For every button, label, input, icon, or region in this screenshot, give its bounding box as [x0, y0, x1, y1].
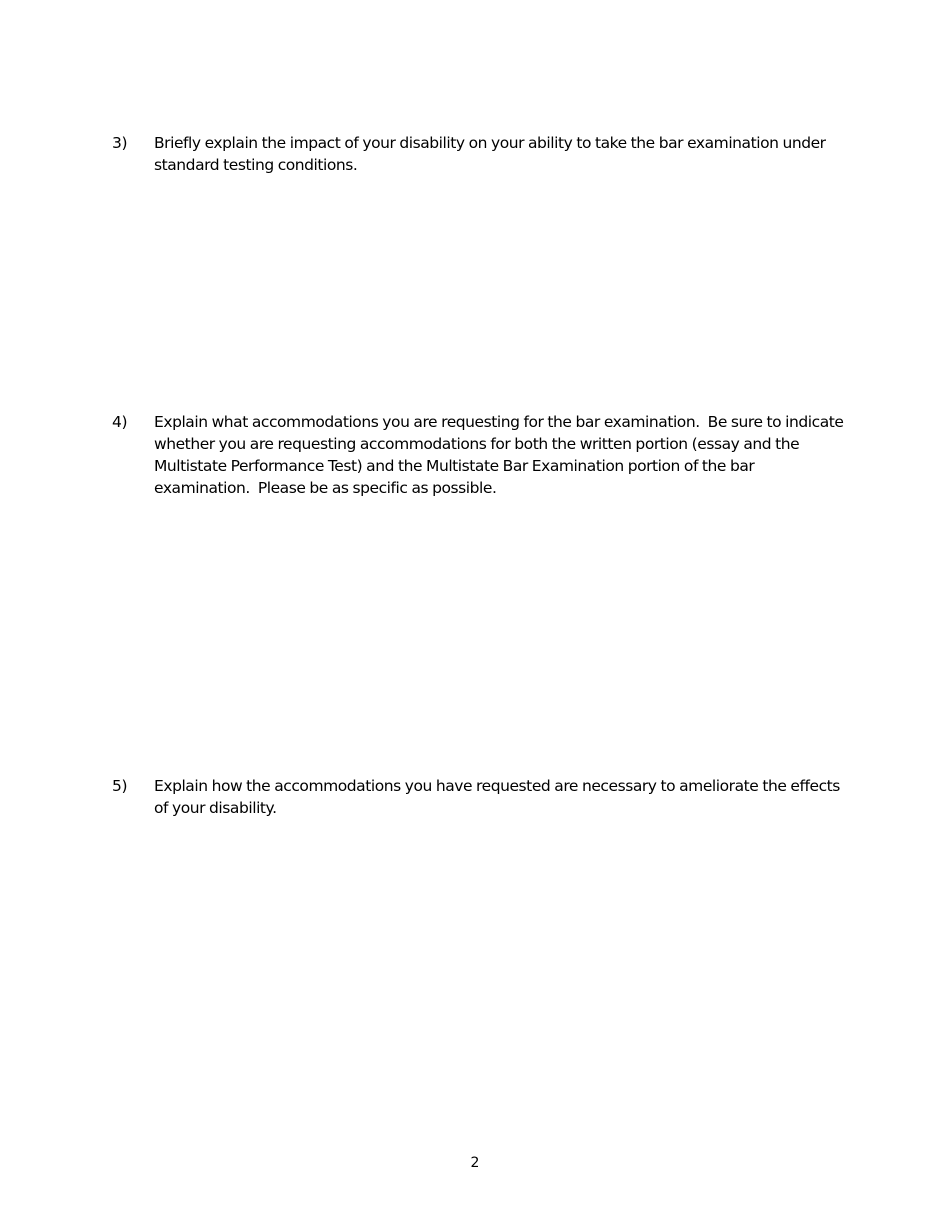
question-number: 3): [112, 134, 128, 152]
question-text: Briefly explain the impact of your disability on your ability to take the bar examination under standard testing conditions.: [154, 134, 830, 174]
page-number: 2: [470, 1155, 480, 1171]
question-text: Explain what accommodations you are requesting for the bar examination. Be sure to indicate whether you are requesting accommodations for both the written portion (essay and the Multistate Performance Test) and the Multistate Bar Examination portion of the bar examination. Please be as specific as possible.: [154, 413, 848, 497]
question-text: Explain how the accommodations you have requested are necessary to ameliorate the effects of your disability.: [154, 777, 844, 817]
question-number: 5): [112, 777, 128, 795]
question-number: 4): [112, 413, 128, 431]
